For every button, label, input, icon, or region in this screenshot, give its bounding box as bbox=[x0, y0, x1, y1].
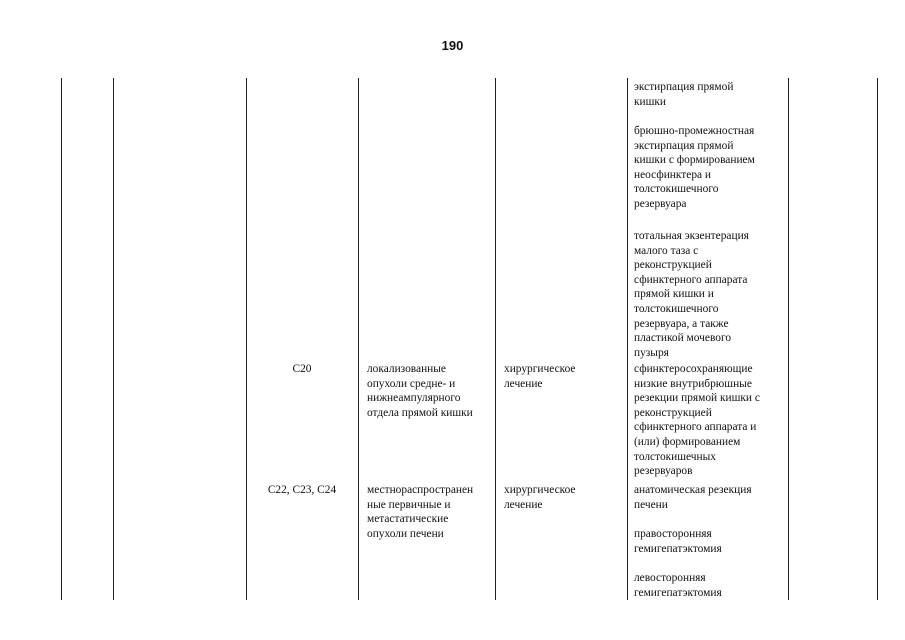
condition-description: местнораспространен ные первичные и метастатические опухоли печени bbox=[367, 484, 474, 540]
treatment-method: тотальная экзентерация малого таза с реконструкцией сфинктерного аппарата прямой кишки и толстокишечного резервуара, а также пластикой мочевого пузыря bbox=[634, 230, 749, 359]
treatment-type: хирургическое лечение bbox=[504, 484, 576, 511]
treatment-method: сфинктеросохраняющие низкие внутрибрюшные резекции прямой кишки с реконструкцией сфинктерного аппарата и (или) формированием толстокишечных резервуаров bbox=[634, 363, 760, 478]
column-divider bbox=[61, 78, 62, 600]
page-number: 190 bbox=[441, 38, 464, 53]
column-divider bbox=[358, 78, 359, 600]
treatment-method: правосторонняя гемигепатэктомия bbox=[634, 528, 722, 555]
condition-description: локализованные опухоли средне- и нижнеампулярного отдела прямой кишки bbox=[367, 363, 473, 419]
treatment-type: хирургическое лечение bbox=[504, 363, 576, 390]
treatment-method: левосторонняя гемигепатэктомия bbox=[634, 572, 722, 599]
diagnosis-code: C22, C23, C24 bbox=[267, 484, 337, 496]
diagnosis-code: C20 bbox=[292, 363, 312, 375]
treatment-method: брюшно-промежностная экстирпация прямой кишки с формированием неосфинктера и толстокишечного резервуара bbox=[634, 125, 755, 210]
column-divider bbox=[246, 78, 247, 600]
column-divider bbox=[113, 78, 114, 600]
column-divider bbox=[788, 78, 789, 600]
treatment-method: экстирпация прямой кишки bbox=[634, 81, 734, 108]
column-divider bbox=[877, 78, 878, 600]
treatment-method: анатомическая резекция печени bbox=[634, 484, 752, 511]
column-divider bbox=[495, 78, 496, 600]
column-divider bbox=[627, 78, 628, 600]
